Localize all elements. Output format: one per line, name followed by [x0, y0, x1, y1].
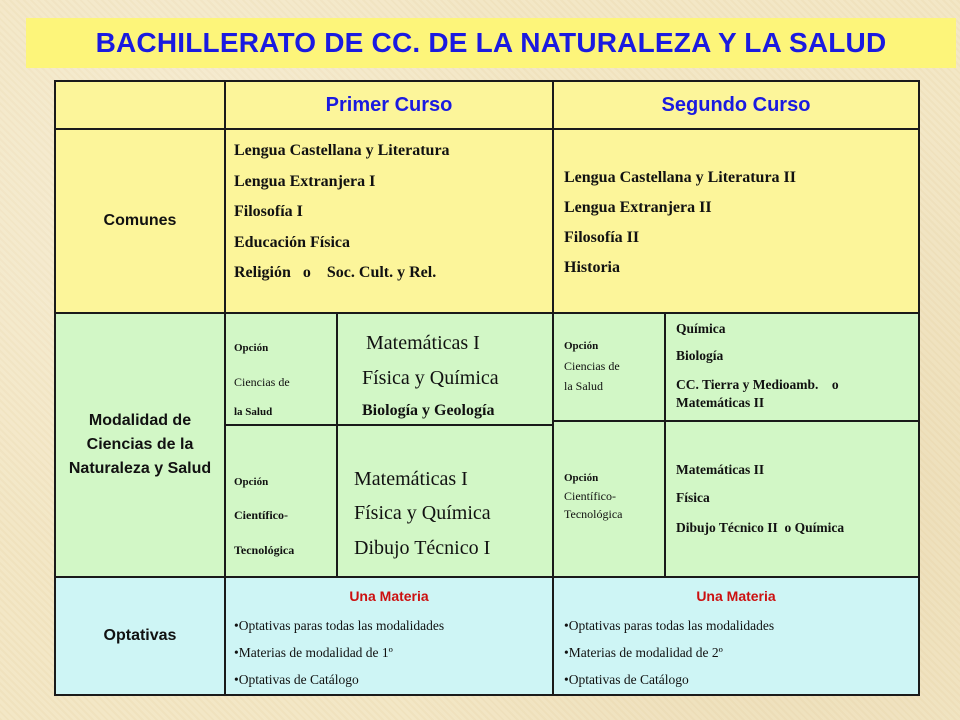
- option-line: Opción: [564, 340, 599, 352]
- subject: CC. Tierra y Medioamb. o: [676, 377, 839, 392]
- comunes-first-list: [234, 136, 450, 289]
- list-item: •Optativas paras todas las modalidades: [234, 618, 445, 633]
- list-item: Lengua Castellana y Literatura: [234, 142, 450, 159]
- list-item: •Materias de modalidad de 1º: [234, 645, 393, 660]
- subject: Biología: [676, 348, 724, 363]
- comunes-label: Comunes: [103, 212, 177, 229]
- subject: Matemáticas I: [354, 468, 468, 490]
- second-tecno-option-cell: [552, 420, 666, 578]
- list-item: Historia: [564, 259, 620, 276]
- option-line: Científico-: [564, 489, 616, 503]
- second-salud-subjects-cell: [664, 312, 920, 422]
- second-salud-option-cell: [552, 312, 666, 422]
- option-line: Tecnológica: [564, 507, 623, 521]
- option-line: la Salud: [234, 406, 273, 418]
- subject: Matemáticas II: [676, 462, 765, 477]
- subject: Matemáticas I: [366, 332, 480, 354]
- header-second-course: [552, 80, 920, 130]
- option-line: Opción: [564, 472, 599, 484]
- comunes-second-cell: [552, 128, 920, 314]
- optativas-label: Optativas: [103, 627, 177, 644]
- page-title: BACHILLERATO DE CC. DE LA NATURALEZA Y LA SALUD: [95, 27, 887, 58]
- second-tecno-subjects-cell: [664, 420, 920, 578]
- option-line: Científico-: [234, 508, 288, 522]
- list-item: Religión o Soc. Cult. y Rel.: [234, 264, 437, 281]
- title-banner: [26, 18, 956, 68]
- comunes-first-cell: [224, 128, 554, 314]
- modalidad-label: Modalidad de Ciencias de la Naturaleza y Salud: [68, 412, 212, 477]
- row-label-optativas: [54, 576, 226, 696]
- first-salud-option-cell: [224, 312, 338, 426]
- list-item: •Optativas paras todas las modalidades: [564, 618, 775, 633]
- subject: Química: [676, 321, 726, 336]
- list-item: Filosofía I: [234, 203, 303, 220]
- subject: Matemáticas II: [676, 395, 765, 410]
- option-line: Ciencias de: [564, 359, 620, 373]
- subject: Física y Química: [354, 502, 491, 524]
- subject: Dibujo Técnico II o Química: [676, 520, 845, 535]
- option-line: Opción: [234, 476, 269, 488]
- subject: Física y Química: [362, 367, 499, 389]
- first-salud-subjects-cell: [336, 312, 554, 426]
- list-item: Lengua Castellana y Literatura II: [564, 169, 796, 186]
- comunes-second-list: [564, 163, 796, 283]
- option-line: Opción: [234, 342, 269, 354]
- optativas-first-cell: [224, 576, 554, 696]
- subject: Física: [676, 490, 710, 505]
- row-label-comunes: [54, 128, 226, 314]
- header-second-label: Segundo Curso: [661, 93, 811, 116]
- optativas-second-title: Una Materia: [696, 588, 776, 604]
- optativas-first-title: Una Materia: [349, 588, 429, 604]
- option-line: Tecnológica: [234, 543, 295, 557]
- subject: Biología y Geología: [362, 402, 495, 419]
- first-tecno-option-cell: [224, 424, 338, 578]
- list-item: Filosofía II: [564, 229, 640, 246]
- header-first-label: Primer Curso: [325, 93, 453, 116]
- first-tecno-subjects-cell: [336, 424, 554, 578]
- list-item: Educación Física: [234, 233, 351, 251]
- subject: Dibujo Técnico I: [354, 537, 491, 559]
- list-item: Lengua Extranjera I: [234, 172, 376, 190]
- list-item: Lengua Extranjera II: [564, 199, 712, 216]
- list-item: •Materias de modalidad de 2º: [564, 645, 723, 660]
- option-line: la Salud: [564, 379, 603, 393]
- header-first-course: [224, 80, 554, 130]
- optativas-second-cell: [552, 576, 920, 696]
- row-label-modalidad: [54, 312, 226, 578]
- list-item: •Optativas de Catálogo: [234, 672, 359, 687]
- header-empty-cell: [54, 80, 226, 130]
- list-item: •Optativas de Catálogo: [564, 672, 689, 687]
- option-line: Ciencias de: [234, 375, 290, 389]
